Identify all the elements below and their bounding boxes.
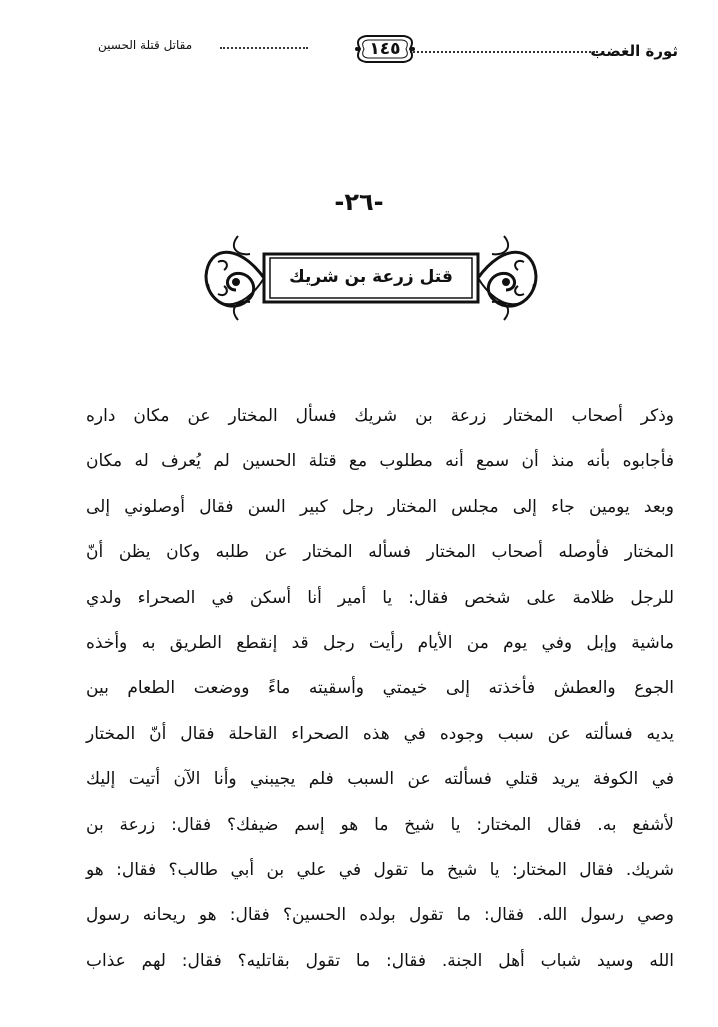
body-line: الله وسيد شباب أهل الجنة. فقال: ما تقول بقاتليه؟ فقال: لهم عذاب [86,950,674,971]
chapter-title-ornament [198,232,550,324]
body-line: وصي رسول الله. فقال: ما تقول بولده الحسين؟ فقال: هو ريحانه رسول [86,905,674,926]
header-dotted-leader-right [410,51,598,53]
page-number-ornament [352,32,418,66]
body-line: فأجابوه بأنه منذ أن سمع أنه مطلوب مع قتلة الحسين لم يُعرف له مكان [86,451,674,472]
body-line: وذكر أصحاب المختار زرعة بن شريك فسأل المختار عن مكان داره [86,406,674,426]
body-line: ماشية وإبل وفي يوم من الأيام رأيت رجل قد إنقطع الطريق به وأخذه [86,632,674,653]
body-line: للرجل ظلامة على شخص فقال: يا أمير أنا أسكن في الصحراء ولدي [86,587,674,608]
chapter-title: قتل زرعة بن شريك [289,267,453,287]
page-number: ١٤٥ [369,39,401,59]
body-line: شريك. فقال المختار: يا شيخ ما تقول في علي بن أبي طالب؟ فقال: هو [86,859,674,880]
body-line: في الكوفة يريد قتلي فسألته عن السبب فلم يجيبني وأنا الآن أتيت إليك [86,769,674,790]
body-line: وبعد يومين جاء إلى مجلس المختار رجل كبير السن فقال أوصلوني إلى [86,496,674,517]
body-line: لأشفع به. فقال المختار: يا شيخ ما هو إسم ضيفك؟ فقال: زرعة بن [86,814,674,835]
header-dotted-leader-left [220,47,308,49]
page-header [40,30,678,70]
body-line: المختار فأوصله أصحاب المختار فسأله المختار عن طلبه وكان يظن أنّ [86,542,674,563]
body-line: يديه فسألته عن سبب وجوده في هذه الصحراء القاحلة فقال أنّ المختار [86,723,674,744]
book-title: ثورة الغضب [590,42,678,60]
body-line: الجوع والعطش فأخذته إلى خيمتي وأسقيته ماءً ووضعت الطعام بين [86,678,674,699]
section-title: مقاتل قتلة الحسين [98,38,193,52]
chapter-number: -٢٦- [334,188,384,216]
body-text [86,394,674,984]
